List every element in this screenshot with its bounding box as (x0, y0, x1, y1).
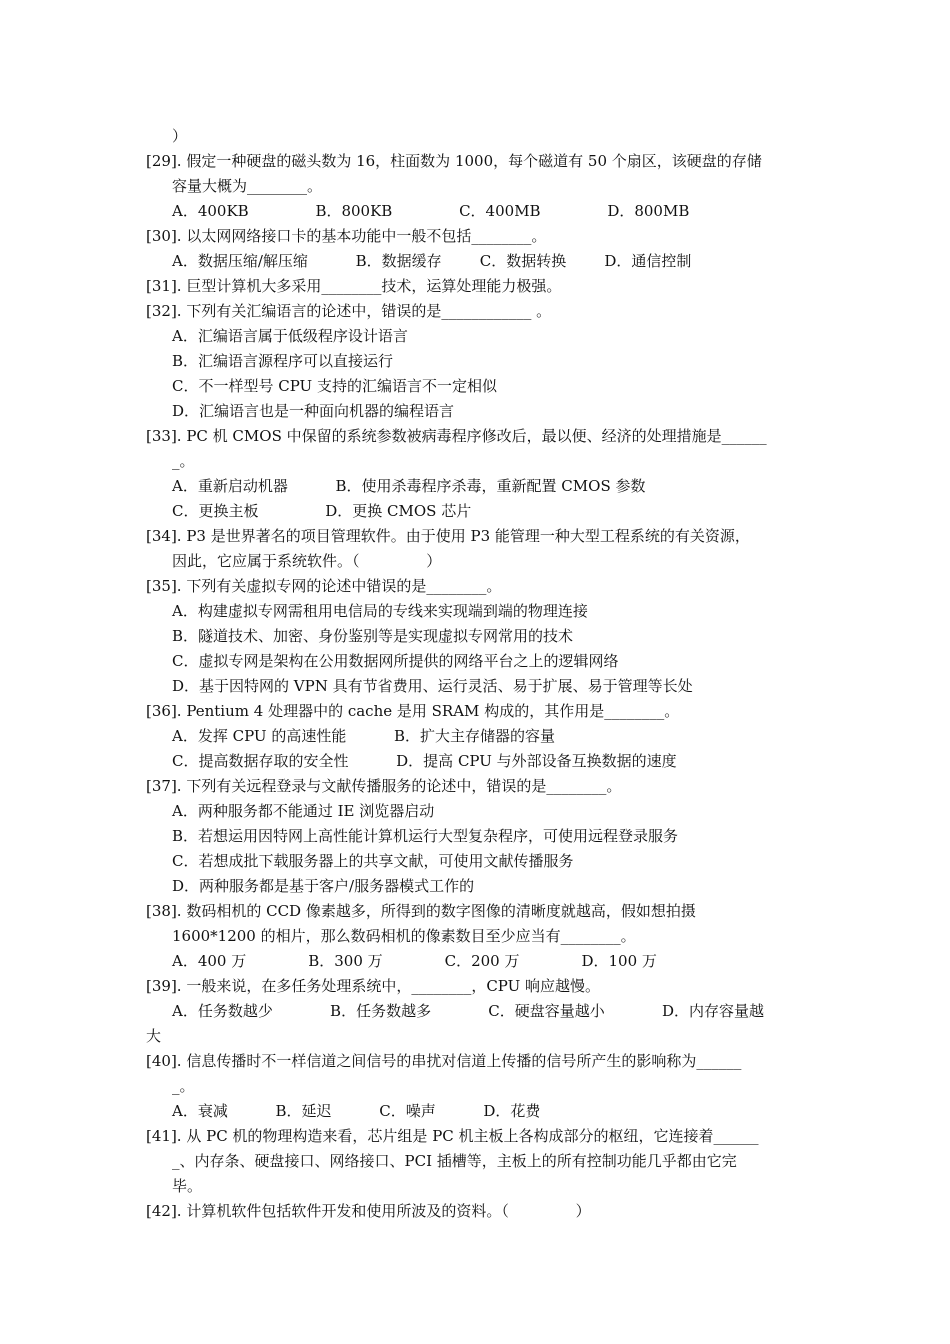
options-33-ab: A．重新启动机器 B．使用杀毒程序杀毒，重新配置 CMOS 参数 (172, 477, 646, 495)
option-37-a: A．两种服务都不能通过 IE 浏览器启动 (172, 802, 435, 820)
question-42: [42]. 计算机软件包括软件开发和使用所波及的资料。（ ） (146, 1202, 591, 1220)
question-39: [39]. 一般来说，在多任务处理系统中，________，CPU 响应越慢。 (146, 977, 601, 995)
question-30: [30]. 以太网网络接口卡的基本功能中一般不包括________。 (146, 227, 547, 245)
text-line: _。 (172, 1077, 195, 1095)
option-37-c: C．若想成批下载服务器上的共享文献，可使用文献传播服务 (172, 852, 574, 870)
option-35-a: A．构建虚拟专网需租用电信局的专线来实现端到端的物理连接 (172, 602, 588, 620)
options-33-cd: C．更换主板 D．更换 CMOS 芯片 (172, 502, 472, 520)
option-37-b: B．若想运用因特网上高性能计算机运行大型复杂程序，可使用远程登录服务 (172, 827, 679, 845)
text-line: _。 (172, 452, 195, 470)
text-line: 1600*1200 的相片，那么数码相机的像素数目至少应当有________。 (172, 927, 636, 945)
options-39: A．任务数越少 B．任务数越多 C．硬盘容量越小 D．内存容量越 (172, 1002, 765, 1020)
text-line: 毕。 (172, 1177, 203, 1195)
options-38: A．400 万 B．300 万 C．200 万 D．100 万 (172, 952, 657, 970)
question-33: [33]. PC 机 CMOS 中保留的系统参数被病毒程序修改后，最以便、经济的处理措施是______ (146, 427, 767, 445)
option-35-b: B．隧道技术、加密、身份鉴别等是实现虚拟专网常用的技术 (172, 627, 574, 645)
question-32: [32]. 下列有关汇编语言的论述中，错误的是____________ 。 (146, 302, 552, 320)
options-40: A．衰减 B．延迟 C．噪声 D．花费 (172, 1102, 541, 1120)
text-line: 因此，它应属于系统软件。（ ） (172, 552, 442, 570)
question-37: [37]. 下列有关远程登录与文献传播服务的论述中，错误的是________。 (146, 777, 622, 795)
text-line: 容量大概为________。 (172, 177, 323, 195)
question-31: [31]. 巨型计算机大多采用________技术，运算处理能力极强。 (146, 277, 562, 295)
question-38: [38]. 数码相机的 CCD 像素越多，所得到的数字图像的清晰度就越高，假如想拍摄 (146, 902, 696, 920)
text-line: _、内存条、硬盘接口、网络接口、PCI 插槽等，主板上的所有控制功能几乎都由它完 (172, 1152, 737, 1170)
question-36: [36]. Pentium 4 处理器中的 cache 是用 SRAM 构成的，其作用是________。 (146, 702, 680, 720)
option-35-d: D．基于因特网的 VPN 具有节省费用、运行灵活、易于扩展、易于管理等长处 (172, 677, 693, 695)
question-41: [41]. 从 PC 机的物理构造来看，芯片组是 PC 机主板上各构成部分的枢纽，它连接着______ (146, 1127, 759, 1145)
question-29: [29]. 假定一种硬盘的磁头数为 16，柱面数为 1000，每个磁道有 50 个扇区，该硬盘的存储 (146, 152, 762, 170)
option-32-c: C．不一样型号 CPU 支持的汇编语言不一定相似 (172, 377, 497, 395)
text-line: ） (172, 127, 188, 145)
options-36-cd: C．提高数据存取的安全性 D．提高 CPU 与外部设备互换数据的速度 (172, 752, 677, 770)
question-40: [40]. 信息传播时不一样信道之间信号的串扰对信道上传播的信号所产生的影响称为______ (146, 1052, 742, 1070)
option-37-d: D．两种服务都是基于客户/服务器模式工作的 (172, 877, 475, 895)
option-35-c: C．虚拟专网是架构在公用数据网所提供的网络平台之上的逻辑网络 (172, 652, 619, 670)
option-32-b: B．汇编语言源程序可以直接运行 (172, 352, 394, 370)
option-32-a: A．汇编语言属于低级程序设计语言 (172, 327, 408, 345)
options-36-ab: A．发挥 CPU 的高速性能 B．扩大主存储器的容量 (172, 727, 556, 745)
option-32-d: D．汇编语言也是一种面向机器的编程语言 (172, 402, 455, 420)
options-29: A．400KB B．800KB C．400MB D．800MB (172, 202, 690, 220)
options-30: A．数据压缩/解压缩 B．数据缓存 C．数据转换 D．通信控制 (172, 252, 692, 270)
question-35: [35]. 下列有关虚拟专网的论述中错误的是________。 (146, 577, 502, 595)
text-line: 大 (146, 1027, 162, 1045)
question-34: [34]. P3 是世界著名的项目管理软件。由于使用 P3 能管理一种大型工程系统的有关资源， (146, 527, 750, 545)
